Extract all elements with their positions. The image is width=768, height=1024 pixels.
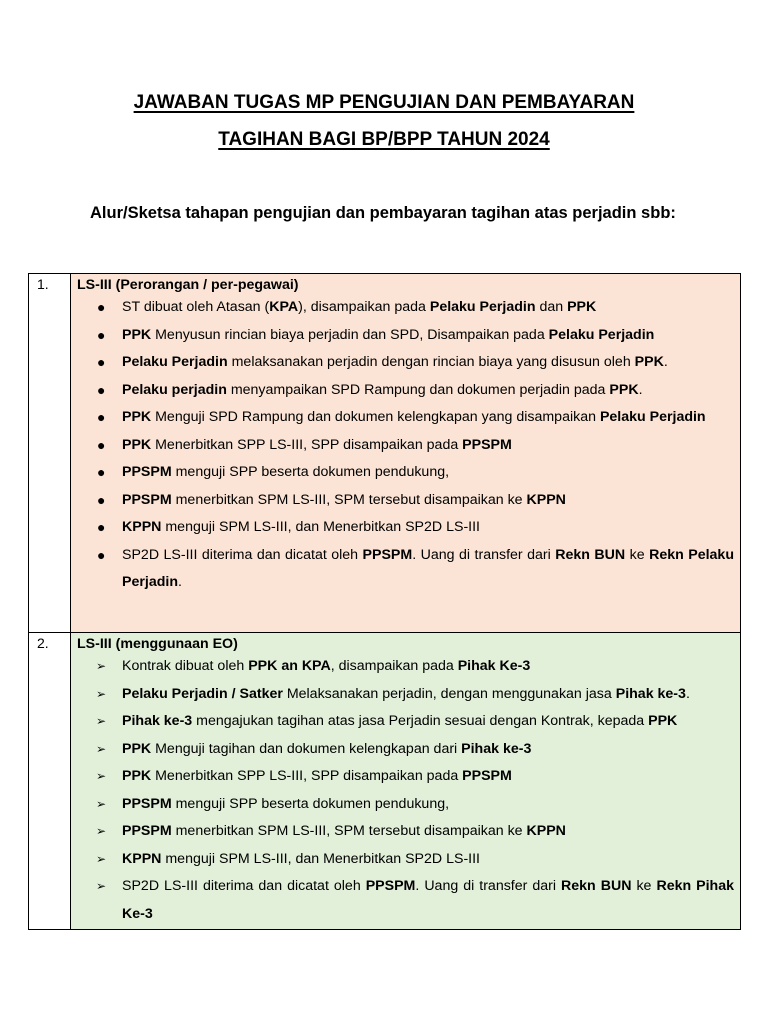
step-text-bold-run: Pihak ke-3: [122, 713, 193, 729]
step-text: [122, 851, 480, 867]
step-text-run: menyampaikan SPD Rampung dan dokumen perjadin pada: [226, 381, 610, 398]
step-text-run: , disampaikan pada: [330, 658, 458, 674]
intro-paragraph: Alur/Sketsa tahapan pengujian dan pembayaran tagihan atas perjadin sbb:: [90, 204, 676, 222]
step-text: [122, 873, 734, 928]
bullet-dot-icon: ●: [97, 519, 106, 535]
step-text-run: menerbitkan SPM LS-III, SPM tersebut disampaikan ke: [171, 491, 527, 508]
section-row-eo: [29, 633, 741, 930]
bullet-dot-icon: ●: [97, 299, 106, 315]
step-text-run: Menguji SPD Rampung dan dokumen kelengkapan yang disampaikan: [151, 409, 600, 425]
step-text-bold-run: Rekn Pihak Ke-3: [122, 878, 734, 922]
step-text-bold-run: KPPN: [526, 823, 566, 839]
document-title-line-2: TAGIHAN BAGI BP/BPP TAHUN 2024: [218, 129, 550, 150]
step-text-run: menerbitkan SPM LS-III, SPM tersebut disampaikan ke: [171, 823, 527, 839]
step-item: [71, 873, 740, 928]
step-text-run: .: [177, 574, 182, 590]
step-text-bold-run: KPPN: [122, 850, 162, 867]
step-text: [122, 464, 449, 480]
step-text: [122, 658, 530, 674]
step-text-bold-run: PPK: [609, 381, 639, 398]
step-item: [71, 818, 740, 846]
section-number: 1.: [29, 274, 71, 633]
step-text-bold-run: KPPN: [122, 519, 162, 535]
step-text-run: Menguji tagihan dan dokumen kelengkapan dari: [151, 740, 462, 757]
step-item: [71, 653, 740, 681]
step-text-bold-run: Rekn Pelaku Perjadin: [122, 546, 734, 590]
step-item: [71, 514, 740, 542]
section-number: 2.: [29, 633, 71, 930]
step-text-bold-run: Pelaku Perjadin: [599, 409, 706, 425]
step-text-run: Menyusun rincian biaya perjadin dan SPD, Disampaikan pada: [151, 326, 549, 343]
bullet-dot-icon: ●: [97, 409, 106, 425]
step-text-bold-run: PPSPM: [462, 436, 512, 453]
step-text-bold-run: Pihak Ke-3: [457, 658, 531, 674]
step-item: [71, 708, 740, 736]
bullet-dot-icon: ●: [97, 354, 106, 370]
step-text-bold-run: Rekn BUN: [555, 546, 626, 563]
step-text-bold-run: PPSPM: [365, 878, 416, 894]
step-text-run: menguji SPM LS-III, dan Menerbitkan SP2D LS-III: [161, 850, 480, 867]
step-text-bold-run: PPK: [634, 354, 664, 370]
step-text-run: Menerbitkan SPP LS-III, SPP disampaikan pada: [151, 768, 463, 784]
step-text-run: ke: [625, 546, 650, 563]
arrowhead-bullet-icon: ➢: [96, 686, 107, 701]
step-text-run: .: [685, 685, 690, 702]
step-text-run: dan: [535, 299, 568, 315]
step-item: [71, 791, 740, 819]
step-text-run: melaksanakan perjadin dengan rincian biaya yang disusun oleh: [227, 354, 635, 370]
step-text-bold-run: PPSPM: [362, 546, 413, 563]
step-text-run: menguji SPP beserta dokumen pendukung,: [171, 795, 450, 812]
step-item: [71, 542, 740, 597]
step-text-run: Menerbitkan SPP LS-III, SPP disampaikan pada: [151, 436, 463, 453]
step-text: [122, 437, 512, 453]
step-item: [71, 432, 740, 460]
step-text-run: SP2D LS-III diterima dan dicatat oleh: [122, 878, 366, 894]
step-item: [71, 294, 740, 322]
step-text-bold-run: PPSPM: [462, 768, 512, 784]
step-text-run: . Uang di transfer dari: [415, 878, 562, 894]
section-heading: LS-III (Perorangan / per-pegawai): [77, 277, 299, 293]
step-text: [122, 382, 643, 398]
step-item: [71, 349, 740, 377]
step-text-run: ST dibuat oleh Atasan (: [122, 299, 270, 315]
step-text: [122, 542, 734, 597]
step-text-run: ke: [631, 878, 657, 894]
step-text-bold-run: Pihak ke-3: [461, 740, 532, 757]
arrowhead-bullet-icon: ➢: [96, 851, 107, 866]
step-item: [71, 322, 740, 350]
step-item: [71, 487, 740, 515]
step-text-run: menguji SPM LS-III, dan Menerbitkan SP2D LS-III: [161, 519, 480, 535]
step-text: [122, 796, 449, 812]
step-text-bold-run: Pelaku Perjadin: [548, 326, 655, 343]
step-text: [122, 409, 706, 425]
step-text-bold-run: PPK: [122, 409, 152, 425]
arrowhead-bullet-icon: ➢: [96, 714, 107, 728]
step-text: [122, 768, 512, 784]
arrowhead-bullet-icon: ➢: [96, 879, 107, 893]
arrowhead-bullet-icon: ➢: [96, 659, 107, 673]
bullet-dot-icon: ●: [97, 326, 106, 343]
step-text-run: Melaksanakan perjadin, dengan menggunakan jasa: [282, 685, 616, 702]
step-item: [71, 404, 740, 432]
step-text-bold-run: PPK: [122, 436, 152, 453]
step-text-run: SP2D LS-III diterima dan dicatat oleh: [122, 546, 363, 563]
step-text-run: . Uang di transfer dari: [412, 546, 556, 563]
step-text: [122, 354, 668, 370]
step-text-run: ), disampaikan pada: [298, 299, 430, 315]
step-item: [71, 681, 740, 709]
section-heading: LS-III (menggunaan EO): [77, 636, 238, 652]
step-text-bold-run: Rekn BUN: [561, 878, 632, 894]
step-text-bold-run: PPK an KPA: [248, 658, 331, 674]
step-text-run: .: [638, 381, 643, 398]
step-text: [122, 492, 566, 508]
step-text: [122, 713, 677, 729]
arrowhead-bullet-icon: ➢: [96, 769, 107, 783]
step-text: [122, 299, 596, 315]
section-content: [71, 633, 741, 930]
step-text-bold-run: PPK: [122, 326, 152, 343]
step-text-bold-run: PPSPM: [122, 464, 172, 480]
step-text-bold-run: PPK: [122, 768, 152, 784]
step-text: [122, 327, 654, 343]
step-text: [122, 823, 566, 839]
bullet-dot-icon: ●: [97, 546, 106, 563]
bullet-dot-icon: ●: [97, 464, 106, 480]
step-text-run: .: [663, 354, 668, 370]
step-text-bold-run: Pelaku perjadin: [122, 381, 227, 398]
steps-table: [28, 273, 741, 930]
bullet-dot-icon: ●: [97, 491, 106, 508]
step-text: [122, 686, 690, 702]
section-content: [71, 274, 741, 633]
step-text-bold-run: KPPN: [526, 491, 566, 508]
step-text-bold-run: PPK: [648, 713, 678, 729]
step-text-bold-run: Pihak ke-3: [615, 685, 686, 702]
step-text-bold-run: PPK: [567, 299, 597, 315]
arrowhead-bullet-icon: ➢: [96, 741, 107, 756]
step-text-run: menguji SPP beserta dokumen pendukung,: [171, 464, 450, 480]
step-text-bold-run: PPK: [122, 740, 152, 757]
step-text-bold-run: PPSPM: [122, 491, 172, 508]
step-item: [71, 377, 740, 405]
arrowhead-bullet-icon: ➢: [96, 824, 107, 838]
step-item: [71, 763, 740, 791]
step-text-bold-run: Pelaku Perjadin: [122, 354, 228, 370]
step-text-run: mengajukan tagihan atas jasa Perjadin sesuai dengan Kontrak, kepada: [192, 713, 649, 729]
step-text-bold-run: Pelaku Perjadin / Satker: [122, 685, 283, 702]
arrowhead-bullet-icon: ➢: [96, 796, 107, 811]
step-text-bold-run: Pelaku Perjadin: [429, 299, 536, 315]
step-text-bold-run: PPSPM: [122, 823, 172, 839]
step-list: [71, 653, 740, 928]
step-text-bold-run: PPSPM: [122, 795, 172, 812]
step-item: [71, 846, 740, 874]
step-text-bold-run: KPA: [269, 299, 299, 315]
step-item: [71, 459, 740, 487]
bullet-dot-icon: ●: [97, 381, 106, 398]
step-list: [71, 294, 740, 597]
step-text-run: Kontrak dibuat oleh: [122, 658, 249, 674]
section-row-perorangan: [29, 274, 741, 633]
step-text: [122, 741, 531, 757]
document-title-line-1: JAWABAN TUGAS MP PENGUJIAN DAN PEMBAYARAN: [133, 92, 635, 113]
step-text: [122, 519, 480, 535]
bullet-dot-icon: ●: [97, 436, 106, 453]
step-item: [71, 736, 740, 764]
